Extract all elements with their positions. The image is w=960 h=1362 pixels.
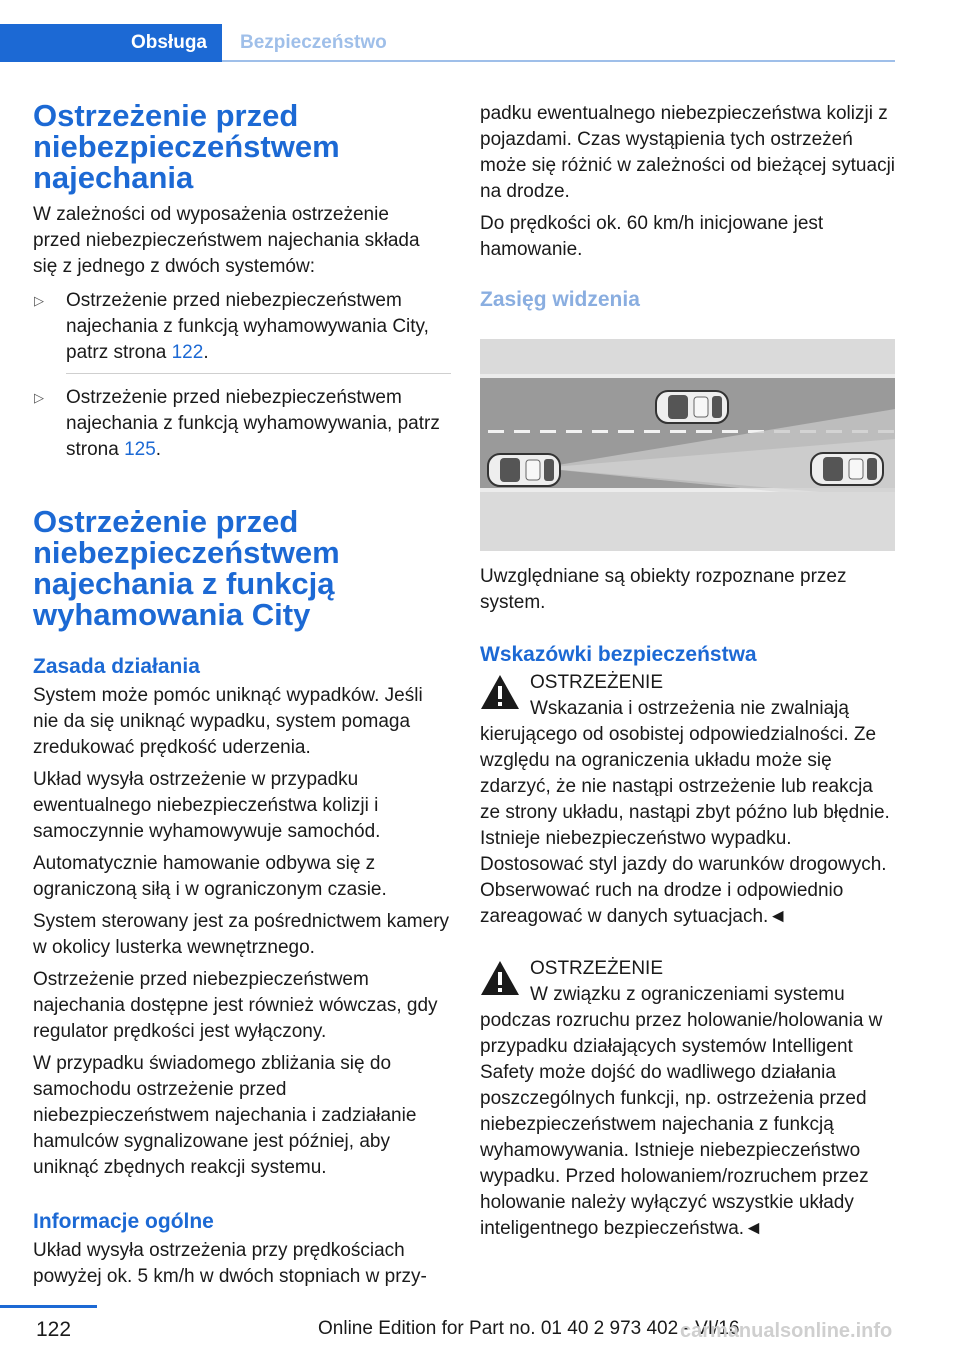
- list-item: ▷ Ostrzeżenie przed niebezpieczeństwem najechania z funkcją wyhamowywania, patrz strona 125.: [34, 387, 440, 460]
- page-number: 122: [36, 1318, 72, 1341]
- page-number-rule: [0, 1305, 97, 1308]
- principle-paragraph: System sterowany jest za pośrednictwem kamery w okolicy lusterka wewnętrznego.: [33, 911, 450, 958]
- principle-paragraph: Ostrzeżenie przed niebezpieczeństwem najechania dostępne jest również wówczas, gdy regulator prędkości jest wyłączony.: [33, 969, 438, 1042]
- principle-section: [33, 683, 451, 1181]
- page-link-125[interactable]: 125: [124, 439, 156, 460]
- general-paragraph: Układ wysyła ostrzeżenia przy prędkościach powyżej ok. 5 km/h w dwóch stopniach w przy-: [33, 1240, 427, 1287]
- list-item-text: Ostrzeżenie przed niebezpieczeństwem najechania z funkcją wyhamowywania, patrz strona: [66, 387, 440, 460]
- warning-block: [480, 670, 898, 930]
- heading-city-braking: Ostrzeżenie przed niebezpieczeństwem najechania z funkcją wyhamowania City: [33, 504, 340, 632]
- left-column: [33, 100, 451, 1290]
- continued-paragraph: padku ewentualnego niebezpieczeństwa kolizji z pojazdami. Czas wystąpienia tych ostrzeżeń może się różnić w zależności od bieżącej sytuacji na drodze.: [480, 103, 896, 202]
- heading-principle: Zasada działania: [33, 655, 200, 678]
- heading-collision-warning: Ostrzeżenie przed niebezpieczeństwem najechania: [33, 98, 340, 195]
- heading-view-range: Zasięg widzenia: [480, 288, 640, 311]
- warning-title: OSTRZEŻENIE: [530, 958, 664, 979]
- heading-safety-notes: Wskazówki bezpieczeństwa: [480, 643, 757, 666]
- triangle-bullet-icon: ▷: [34, 293, 44, 308]
- warning-text: W związku z ograniczeniami systemu podczas rozruchu przez holowanie/holowania w przypadku działających systemów Intelligent Safety może dojść do wadliwego działania poszczególnych funkcji, np. ostrzeżenia przed niebezpieczeństwem najechania z funkcją wyhamowywania. Istnieje niebezpieczeństwo wypadku. Przed holowaniem/rozruchem przez holowanie należy wyłączyć wszystkie układy inteligentnego bezpieczeństwa.◄: [480, 984, 883, 1239]
- braking-paragraph: Do prędkości ok. 60 km/h inicjowane jest hamowanie.: [480, 213, 824, 260]
- watermark: carmanualsonline.info: [680, 1320, 893, 1342]
- list-item-text: Ostrzeżenie przed niebezpieczeństwem najechania z funkcją wyhamowywania City, patrz strona: [66, 290, 429, 363]
- triangle-bullet-icon: ▷: [34, 390, 44, 405]
- principle-paragraph: Automatycznie hamowanie odbywa się z ograniczoną siłą i w ograniczonym czasie.: [33, 853, 387, 900]
- principle-paragraph: Układ wysyła ostrzeżenie w przypadku ewentualnego niebezpieczeństwa kolizji i samoczynnie wyhamowywuje samochód.: [33, 769, 381, 842]
- intro-paragraph: W zależności od wyposażenia ostrzeżenie przed niebezpieczeństwem najechania składa się z jednego z dwóch systemów:: [33, 204, 420, 277]
- tab-bezpieczenstwo[interactable]: Bezpieczeństwo: [240, 32, 387, 53]
- divider: [66, 373, 451, 374]
- systems-list: [33, 288, 451, 463]
- warning-triangle-icon: [480, 674, 520, 710]
- page-link-122[interactable]: 122: [171, 342, 204, 363]
- principle-paragraph: System może pomóc uniknąć wypadków. Jeśli nie da się uniknąć wypadku, system pomaga zredukować prędkość uderzenia.: [33, 685, 423, 758]
- warning-triangle-icon: [480, 960, 520, 996]
- header-tabs: [0, 24, 895, 62]
- warning-text: Wskazania i ostrzeżenia nie zwalniają kierującego od osobistej odpowiedzialności. Ze względu na ograniczenia układu może się zdarzyć, że nie nastąpi ostrzeżenie lub reakcja ze strony układu, nastąpi zbyt późno lub błędnie. Istnieje niebezpieczeństwo wypadku. Dostosować styl jazdy do warunków drogowych. Obserwować ruch na drodze i odpowiednio zareagować w danych sytuacjach.◄: [480, 698, 890, 927]
- heading-general-info: Informacje ogólne: [33, 1210, 214, 1233]
- detection-range-figure: [480, 339, 895, 551]
- right-column: [480, 101, 898, 1242]
- warning-block: [480, 956, 898, 1242]
- figure-caption: Uwzględniane są obiekty rozpoznane przez system.: [480, 566, 847, 613]
- tab-obsluga[interactable]: Obsługa: [0, 24, 222, 62]
- road-illustration: [480, 339, 895, 551]
- list-item: ▷ Ostrzeżenie przed niebezpieczeństwem najechania z funkcją wyhamowywania City, patrz strona 122.: [33, 288, 451, 374]
- tab-underline: [222, 60, 895, 62]
- warning-title: OSTRZEŻENIE: [530, 672, 664, 693]
- edition-footer: Online Edition for Part no. 01 40 2 973 402 - VI/16: [318, 1318, 740, 1339]
- principle-paragraph: W przypadku świadomego zbliżania się do samochodu ostrzeżenie przed niebezpieczeństwem najechania i zadziałanie hamulców sygnalizowane jest później, aby uniknąć zbędnych reakcji systemu.: [33, 1053, 417, 1178]
